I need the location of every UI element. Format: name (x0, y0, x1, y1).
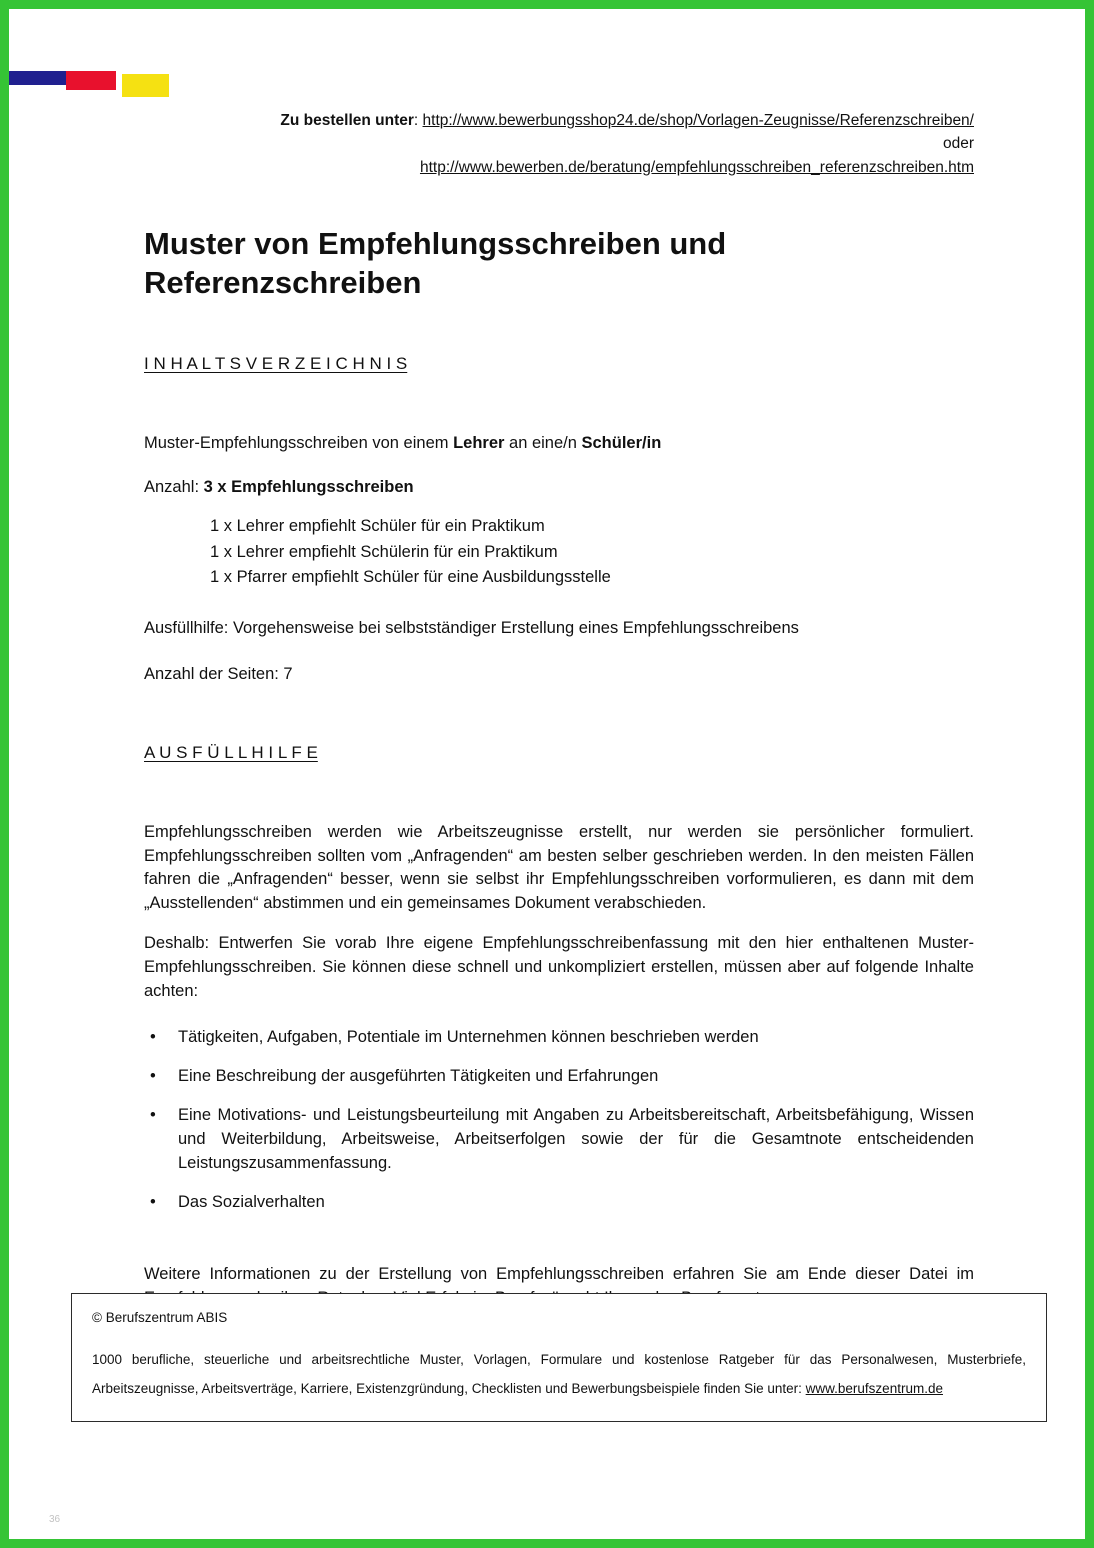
toc-anzahl-label: Anzahl: (144, 478, 204, 497)
toc-item: 1 x Pfarrer empfiehlt Schüler für eine Ausbildungsstelle (210, 568, 611, 587)
bullet-icon: • (150, 1192, 156, 1211)
list-item (144, 1065, 974, 1089)
or-text: oder (942, 135, 974, 153)
footer-copyright: © Berufszentrum ABIS (92, 1310, 228, 1325)
footer-description (92, 1345, 1026, 1403)
toc-ausfuellhilfe-line: Ausfüllhilfe: Vorgehensweise bei selbstständiger Erstellung eines Empfehlungsschreibens (144, 618, 799, 637)
flag-bar-navy (9, 71, 66, 85)
list-item (144, 1026, 974, 1050)
page-number: 36 (49, 1514, 61, 1525)
toc-subject-mid: an eine/n (504, 434, 582, 453)
list-item (144, 1104, 974, 1176)
closing-paragraph: Weitere Informationen zu der Erstellung von Empfehlungsschreiben erfahren Sie am Ende dieser Datei im (144, 1264, 974, 1283)
list-item (144, 1191, 974, 1215)
document-body (144, 9, 974, 1310)
toc-subject-lehrer: Lehrer (453, 434, 505, 453)
toc-subject-line (144, 432, 974, 456)
bullet-text: Eine Motivations- und Leistungsbeurteilung mit Angaben zu Arbeitsbereitschaft, Arbeitsbefähigung, Wissen und Weiterbildung, Arbeitsweise, Arbeitserfolgen sowie der für die Gesamtnote entscheidenden Leistungszusammenfassung. (178, 1105, 974, 1172)
order-links-block (144, 109, 974, 179)
bullet-icon: • (150, 1067, 156, 1085)
help-paragraph-1: Empfehlungsschreiben werden wie Arbeitszeugnisse erstellt, nur werden sie persönlicher formuliert. Empfehlungsschreiben sollten vom „Anfragenden“ am besten selber geschrieben werden. In den meisten Fällen fahren die „Anfragenden“ besser, wenn sie selbst ihr Empfehlungsschreiben vorformulieren, es dann mit dem „Ausstellenden“ abstimmen und ein gemeinsames Dokument verabschieden. (144, 822, 974, 913)
bullet-icon: • (150, 1028, 156, 1047)
bullet-text: Tätigkeiten, Aufgaben, Potentiale im Unternehmen können beschrieben werden (178, 1028, 759, 1047)
shop-link[interactable]: http://www.bewerbungsshop24.de/shop/Vorlagen-Zeugnisse/Referenzschreiben/ (422, 112, 974, 129)
toc-heading: I N H A L T S V E R Z E I C H N I S (144, 354, 408, 374)
toc-item: 1 x Lehrer empfiehlt Schülerin für ein Praktikum (210, 542, 558, 561)
page-title: Muster von Empfehlungsschreiben und Referenzschreiben (144, 225, 727, 300)
toc-subject-prefix: Muster-Empfehlungsschreiben von einem (144, 434, 454, 453)
order-separator: : (413, 112, 423, 129)
berufszentrum-link[interactable]: www.berufszentrum.de (805, 1381, 943, 1397)
bullet-text: Eine Beschreibung der ausgeführten Tätigkeiten und Erfahrungen (178, 1067, 659, 1085)
content-bullet-list (144, 1026, 974, 1215)
bullet-icon: • (150, 1105, 156, 1124)
toc-item-list (144, 514, 974, 591)
beratung-link[interactable]: http://www.bewerben.de/beratung/empfehlungsschreiben_referenzschreiben.htm (419, 158, 974, 176)
toc-anzahl-line (144, 476, 974, 500)
help-paragraph-2: Deshalb: Entwerfen Sie vorab Ihre eigene Empfehlungsschreibenfassung mit den hier enthaltenen Muster-Empfehlungsschreiben. Sie können diese schnell und unkompliziert erstellen, müssen aber auf folgende Inhalte achten: (144, 934, 974, 1001)
toc-item: 1 x Lehrer empfiehlt Schüler für ein Praktikum (210, 517, 545, 536)
footer-info-box (71, 1293, 1047, 1422)
bullet-text: Das Sozialverhalten (178, 1192, 325, 1211)
flag-bar-red (66, 71, 116, 90)
help-heading: A U S F Ü L L H I L F E (144, 742, 318, 762)
toc-anzahl-value: 3 x Empfehlungsschreiben (203, 478, 414, 497)
order-line (144, 109, 974, 132)
toc-subject-schueler: Schüler/in (581, 434, 662, 453)
toc-pagecount-line: Anzahl der Seiten: 7 (144, 664, 293, 683)
order-label: Zu bestellen unter (280, 112, 414, 129)
footer-description-text: 1000 berufliche, steuerliche und arbeitsrechtliche Muster, Vorlagen, Formulare und kostenlose Ratgeber für das Personalwesen, Musterbriefe, Arbeitszeugnisse, Arbeitsverträge, Karriere, Existenzgründung, Checklisten und Bewerbungsbeispiele finden Sie unter: (92, 1352, 1026, 1397)
